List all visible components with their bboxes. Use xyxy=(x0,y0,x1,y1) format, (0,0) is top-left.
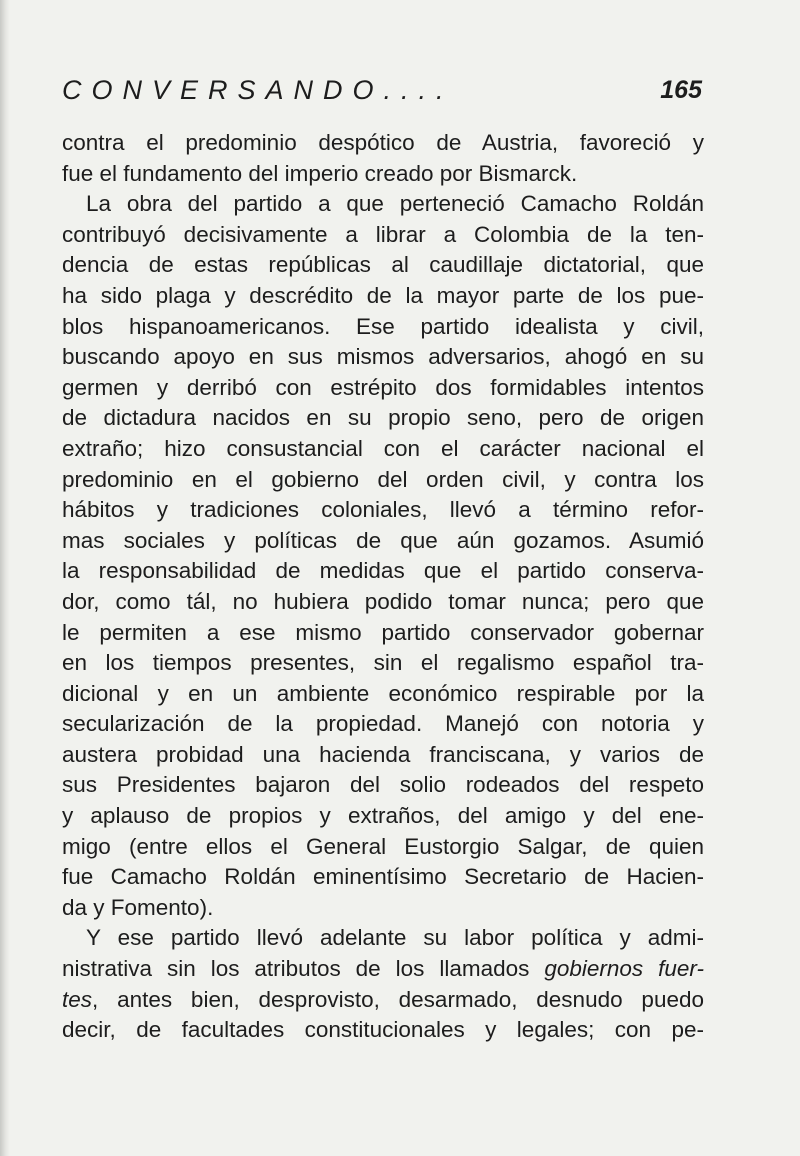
text-line: Y ese partido llevó adelante su labor política y admi- xyxy=(86,925,704,951)
body-text xyxy=(62,128,704,1046)
text-line: dicional y en un ambiente económico respirable por la xyxy=(62,680,704,706)
text-line: y aplauso de propios y extraños, del amigo y del ene- xyxy=(62,803,704,829)
text-line: fue el fundamento del imperio creado por Bismarck. xyxy=(62,160,578,186)
text-line: predominio en el gobierno del orden civil, y contra los xyxy=(62,466,704,492)
italic-phrase: tes xyxy=(62,986,93,1012)
text-line: austera probidad una hacienda franciscana, y varios de xyxy=(62,741,704,767)
text-line: La obra del partido a que perteneció Camacho Roldán xyxy=(86,191,704,217)
text-line: fue Camacho Roldán eminentísimo Secretario de Hacien- xyxy=(62,864,704,890)
text-line: dencia de estas repúblicas al caudillaje dictatorial, que xyxy=(62,252,704,278)
page-binding-edge xyxy=(0,0,10,1156)
text-line: extraño; hizo consustancial con el carácter nacional el xyxy=(62,435,704,461)
text-line: migo (entre ellos el General Eustorgio Salgar, de quien xyxy=(62,833,704,859)
text-line: le permiten a ese mismo partido conservador gobernar xyxy=(62,619,704,645)
text-line xyxy=(62,985,704,1016)
text-line: da y Fomento). xyxy=(62,894,214,920)
text-line: hábitos y tradiciones coloniales, llevó a término refor- xyxy=(62,497,704,523)
text-segment: , antes bien, desprovisto, desarmado, desnudo puedo xyxy=(92,986,704,1012)
text-line: ha sido plaga y descrédito de la mayor parte de los pue- xyxy=(62,282,704,308)
text-line: buscando apoyo en sus mismos adversarios, ahogó en su xyxy=(62,344,704,370)
text-line: contribuyó decisivamente a librar a Colombia de la ten- xyxy=(62,221,704,247)
running-title: CONVERSANDO.... xyxy=(62,75,454,105)
text-line: de dictadura nacidos en su propio seno, pero de origen xyxy=(62,405,704,431)
text-line xyxy=(62,954,704,985)
text-line: contra el predominio despótico de Austria, favoreció y xyxy=(62,130,704,155)
text-line: sus Presidentes bajaron del solio rodeados del respeto xyxy=(62,772,704,798)
text-segment: nistrativa sin los atributos de los llamados xyxy=(62,956,545,982)
page-header xyxy=(62,70,702,110)
page-number: 165 xyxy=(660,76,702,104)
text-line: secularización de la propiedad. Manejó con notoria y xyxy=(62,711,704,737)
text-line: germen y derribó con estrépito dos formidables intentos xyxy=(62,374,704,400)
text-line: decir, de facultades constitucionales y legales; con pe- xyxy=(62,1017,704,1043)
text-line: dor, como tál, no hubiera podido tomar nunca; pero que xyxy=(62,588,704,614)
text-line: la responsabilidad de medidas que el partido conserva- xyxy=(62,558,704,584)
text-line: en los tiempos presentes, sin el regalismo español tra- xyxy=(62,650,704,676)
text-line: blos hispanoamericanos. Ese partido idealista y civil, xyxy=(62,313,704,339)
text-line: mas sociales y políticas de que aún gozamos. Asumió xyxy=(62,527,704,553)
italic-phrase: gobiernos fuer- xyxy=(544,956,704,982)
